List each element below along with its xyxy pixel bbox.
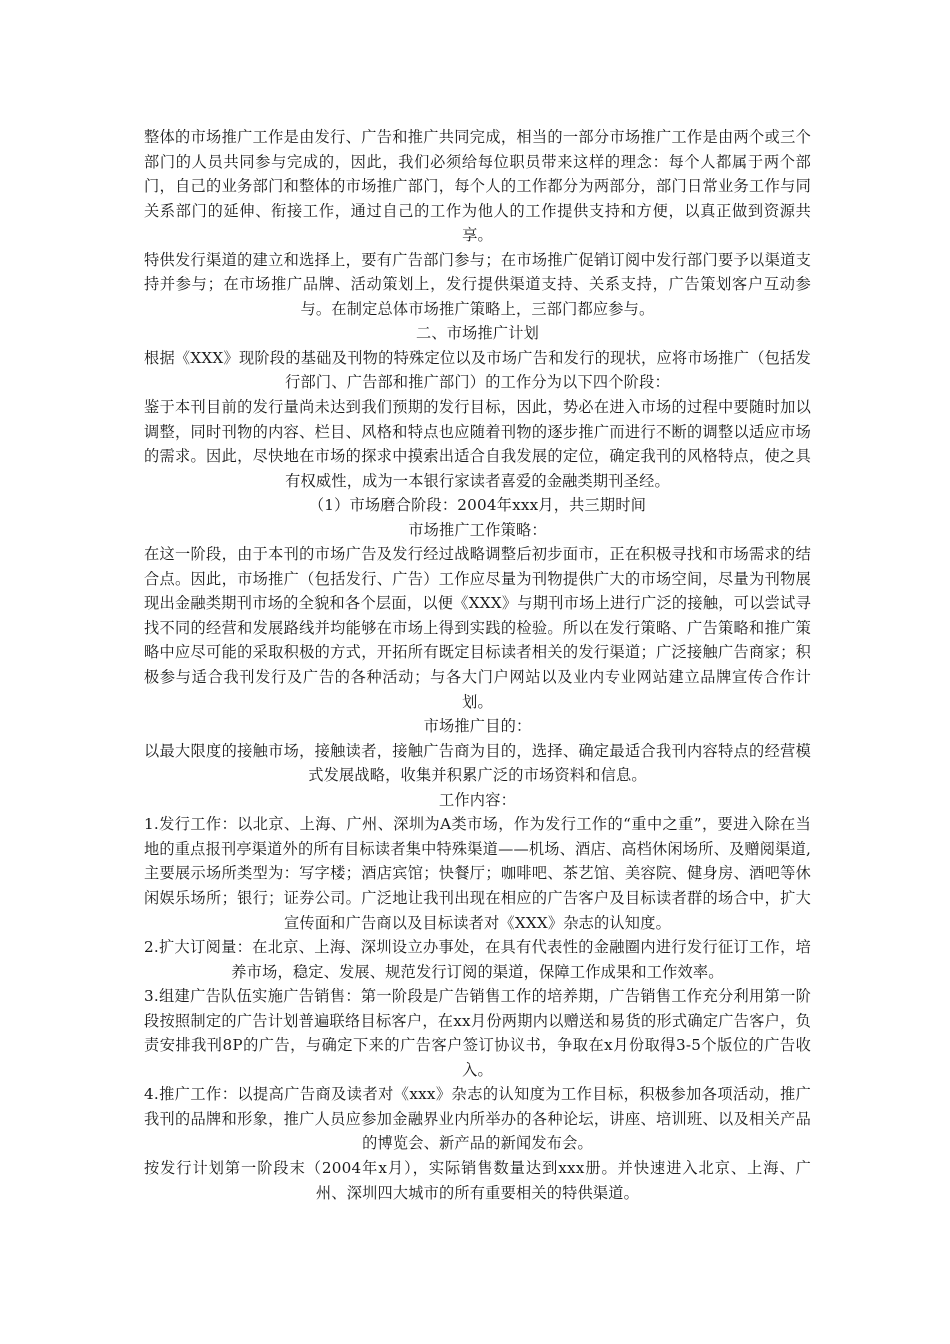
paragraph-item-subscription: 2.扩大订阅量：在北京、上海、深圳设立办事处，在具有代表性的金融圈内进行发行征订工作，培养市场，稳定、发展、规范发行订阅的渠道，保障工作成果和工作效率。	[144, 938, 811, 981]
section-heading-plan: 二、市场推广计划	[415, 324, 540, 343]
paragraph-four-stages: 根据《XXX》现阶段的基础及刊物的特殊定位以及市场广告和发行的现状，应将市场推广（包括发行部门、广告部和推广部门）的工作分为以下四个阶段：	[144, 348, 811, 392]
subheading-purpose: 市场推广目的：	[423, 717, 532, 736]
paragraph-adjustment: 鉴于本刊目前的发行量尚未达到我们预期的发行目标，因此，势必在进入市场的过程中要随时加以调整，同时刊物的内容、栏目、风格和特点也应随着刊物的逐步推广而进行不断的调整以适应市场的需求。因此，尽快地在市场的探求中摸索出适合自我发展的定位，确定我刊的风格特点，使之具有权威性，成为一本银行家读者喜爱的金融类期刊圣经。	[144, 398, 811, 490]
paragraph-stage-target: 按发行计划第一阶段末（2004年x月），实际销售数量达到xxx册。并快速进入北京、上海、广州、深圳四大城市的所有重要相关的特供渠道。	[144, 1158, 811, 1202]
paragraph-strategy: 在这一阶段，由于本刊的市场广告及发行经过战略调整后初步面市，正在积极寻找和市场需求的结合点。因此，市场推广（包括发行、广告）工作应尽量为刊物提供广大的市场空间，尽量为刊物展现出金融类期刊市场的全貌和各个层面，以便《XXX》与期刊市场上进行广泛的接触，可以尝试寻找不同的经营和发展路线并均能够在市场上得到实践的检验。所以在发行策略、广告策略和推广策略中应尽可能的采取积极的方式，开拓所有既定目标读者相关的发行渠道；广泛接触广告商家；积极参与适合我刊发行及广告的各种活动；与各大门户网站以及业内专业网站建立品牌宣传合作计划。	[144, 545, 811, 711]
paragraph-channel-participation: 特供发行渠道的建立和选择上，要有广告部门参与；在市场推广促销订阅中发行部门要予以渠道支持并参与；在市场推广品牌、活动策划上，发行提供渠道支持、关系支持，广告策划客户互动参与。在制定总体市场推广策略上，三部门都应参与。	[144, 250, 811, 318]
stage-heading-running-in: （1）市场磨合阶段：2004年xxx月，共三期时间	[308, 496, 647, 515]
paragraph-item-distribution: 1.发行工作：以北京、上海、广州、深圳为A类市场，作为发行工作的“重中之重”，要进入除在当地的重点报刊亭渠道外的所有目标读者集中特殊渠道——机场、酒店、高档休闲场所、及赠阅渠道,主要展示场所类型为：写字楼；酒店宾馆；快餐厅；咖啡吧、茶艺馆、美容院、健身房、酒吧等休闲娱乐场所；银行；证券公司。广泛地让我刊出现在相应的广告客户及目标读者群的场合中，扩大宣传面和广告商以及目标读者对《XXX》杂志的认知度。	[144, 815, 811, 932]
paragraph-item-ad-sales: 3.组建广告队伍实施广告销售：第一阶段是广告销售工作的培养期，广告销售工作充分利用第一阶段按照制定的广告计划普遍联络目标客户，在xx月份两期内以赠送和易货的形式确定广告客户，负责安排我刊8P的广告，与确定下来的广告客户签订协议书，争取在x月份取得3-5个版位的广告收入。	[144, 987, 811, 1079]
document-body	[144, 125, 811, 1205]
subheading-work-content: 工作内容：	[439, 790, 516, 809]
paragraph-resource-sharing: 整体的市场推广工作是由发行、广告和推广共同完成，相当的一部分市场推广工作是由两个或三个部门的人员共同参与完成的，因此，我们必须给每位职员带来这样的理念：每个人都属于两个部门，自己的业务部门和整体的市场推广部门，每个人的工作都分为两部分，部门日常业务工作与同关系部门的延伸、衔接工作，通过自己的工作为他人的工作提供支持和方便，以真正做到资源共享。	[144, 128, 811, 245]
paragraph-purpose: 以最大限度的接触市场，接触读者，接触广告商为目的，选择、确定最适合我刊内容特点的经营模式发展战略，收集并积累广泛的市场资料和信息。	[144, 741, 811, 785]
subheading-strategy: 市场推广工作策略：	[408, 520, 547, 539]
paragraph-item-promotion: 4.推广工作：以提高广告商及读者对《xxx》杂志的认知度为工作目标，积极参加各项活动，推广我刊的品牌和形象，推广人员应参加金融界业内所举办的各种论坛，讲座、培训班、以及相关产品的博览会、新产品的新闻发布会。	[144, 1085, 811, 1153]
